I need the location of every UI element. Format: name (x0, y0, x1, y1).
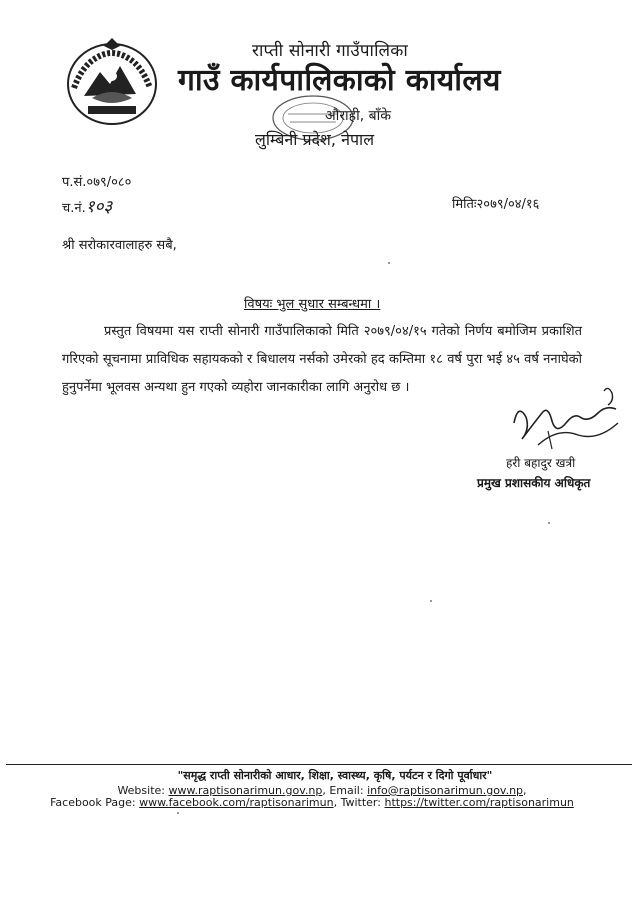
website-label: Website: (117, 784, 165, 797)
scan-speck (388, 262, 390, 264)
facebook-link[interactable]: www.facebook.com/raptisonarimun (139, 796, 334, 809)
office-province: लुम्बिनी प्रदेश, नेपाल (255, 130, 375, 149)
twitter-link[interactable]: https://twitter.com/raptisonarimun (384, 796, 574, 809)
email-label: Email: (329, 784, 364, 797)
nepal-government-emblem-icon (62, 36, 162, 128)
facebook-label: Facebook Page: (50, 796, 136, 809)
footer-contact-line: Website: www.raptisonarimun.gov.np, Email: info@raptisonarimun.gov.np, (117, 784, 527, 797)
handwritten-signature-icon (508, 383, 624, 453)
signatory-title: प्रमुख प्रशासकीय अधिकृत (477, 476, 591, 490)
dispatch-number: १०३ (85, 197, 113, 217)
scan-speck (430, 600, 432, 602)
letter-date: मितिः२०७९/०४/१६ (452, 197, 540, 212)
website-link[interactable]: www.raptisonarimun.gov.np (168, 784, 323, 797)
footer-slogan: "समृद्ध राप्ती सोनारीको आधार, शिक्षा, स्वास्थ्य, कृषि, पर्यटन र दिगो पूर्वाधार" (177, 769, 493, 782)
letter-subject: विषयः भुल सुधार सम्बन्धमा । (244, 297, 381, 312)
dispatch-number-row (62, 194, 112, 217)
twitter-label: Twitter: (340, 796, 381, 809)
municipality-name: राप्ती सोनारी गाउँपालिका (252, 41, 408, 61)
scan-speck (548, 522, 550, 524)
dispatch-label: च.नं. (62, 201, 86, 216)
letter-body: प्रस्तुत विषयमा यस राप्ती सोनारी गाउँपालिकाको मिति २०७९/०४/१५ गतेको निर्णय बमोजिम प्रकाशित गरिएको सूचनामा प्राविधिक सहायकको र बिधालय नर्सको उमेरको हद कम्तिमा १८ वर्ष पुरा भई ४५ वर्ष ननाघेको हुनुपर्नेमा भूलवस अन्यथा हुन गएको व्यहोरा जानकारीका लागि अनुरोध छ । (62, 324, 582, 395)
office-location: औराही, बाँके (325, 108, 392, 124)
footer-divider (6, 764, 632, 765)
signatory-name: हरी बहादुर खत्री (506, 456, 576, 470)
footer-social-line: Facebook Page: www.facebook.com/raptisonarimun, Twitter: https://twitter.com/raptisonarimun (50, 796, 574, 809)
scan-speck (177, 812, 179, 814)
office-name: गाउँ कार्यपालिकाको कार्यालय (178, 63, 501, 98)
email-link[interactable]: info@raptisonarimun.gov.np (367, 784, 524, 797)
reference-number: प.सं.०७९/०८० (62, 175, 132, 190)
salutation: श्री सरोकारवालाहरु सबै, (62, 238, 177, 253)
